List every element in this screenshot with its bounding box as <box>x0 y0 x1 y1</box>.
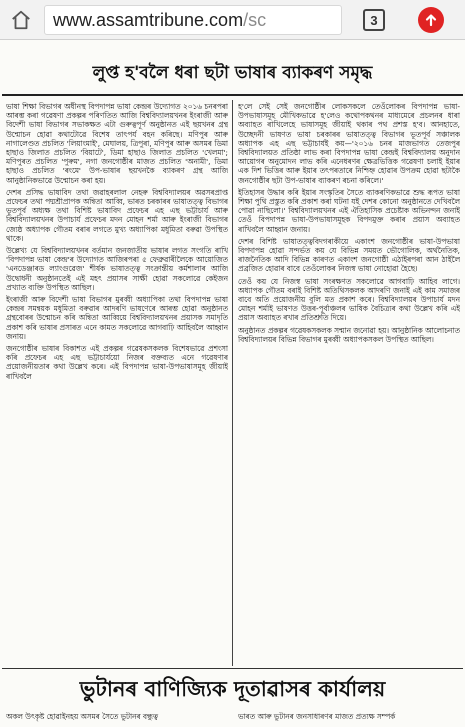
home-button[interactable] <box>8 7 34 33</box>
paragraph: উল্লেখ্য যে বিশ্ববিদ্যালয়খনৰ বৰ্তমান জনজাতীয় ভাষাৰ লগত সংগতি ৰাখি 'বিপদাপন্ন ভাষা কেন্দ্ৰ'ৰ উদ্যোগত আজিৰপৰা ৫ ফেব্ৰুৱাৰীলৈকে আয়োজিত 'এনডেঞ্জাৰড ল্যাংগুৱেজ' শীৰ্ষক ভাষাতত্ত্ব সংক্ৰান্তীয় কৰ্মশালাৰ আজি উদ্বোধনী অনুষ্ঠানতেই এই মহৎ প্ৰয়াসৰ সাক্ষী হোৱা সকলোৱে কেইজন প্ৰখ্যাত ব্যক্তি উপস্থিত আছিল। <box>6 246 228 292</box>
home-icon <box>10 9 32 31</box>
paragraph: ইংৰাজী আৰু বিদেশী ভাষা বিভাগৰ মুৰব্বী অধ্যাপিকা তথা বিপদাপন্ন ভাষা কেন্দ্ৰৰ সমন্বয়ক মধুমিতা বৰুৱাৰ আদৰণি ভাষণেৰে আৰম্ভ হোৱা অনুষ্ঠানত গ্ৰন্থবোৰৰ উন্মোচন কৰি অন্বিতা আব্বিয়ে বিশ্ববিদ্যালয়খনৰ প্ৰয়াসক সমাদৃতি প্ৰকাশ কৰি ভাষাৰ প্ৰসাৰত এনে কামত সকলোৱে আগবাঢ়ি আহিবলৈ আহ্বান জনায়। <box>6 295 228 341</box>
article-column-left <box>6 102 228 662</box>
arrow-up-icon <box>424 13 438 27</box>
upload-button[interactable] <box>418 7 444 33</box>
browser-toolbar <box>0 0 465 40</box>
column-divider <box>232 100 233 666</box>
url-domain: www.assamtribune.com <box>53 10 244 30</box>
paragraph: দেশৰ বিশিষ্ট ভাষাতত্ত্ববিদগৰাকীয়ে একাংশ জনগোষ্ঠীৰ ভাষা-উপভাষা বিপদাপন্ন হোৱা সন্দৰ্ভত কয় যে বিভিন্ন সময়ত ভৌগোলিক, অৰ্থনৈতিক, ৰাজনৈতিক আদি বিভিন্ন কাৰণত একাংশ জনগোষ্ঠী এঠাইৰপৰা আন ঠাইলৈ প্ৰব্ৰজিত হোৱাৰ বাবে তেওঁলোকৰ নিজস্ব ভাষা নোহোৱা হৈছে। <box>238 236 460 274</box>
url-path: /sc <box>243 10 267 30</box>
paragraph: তেওঁ কয় যে নিজস্ব ভাষা সংৰক্ষণত সকলোৱে আগবাঢ়ি আহিব লাগে। অধ্যাপক গৌতম বৰাই বিশিষ্ট অতিথিসকলক আদৰণি জনাই এই কাম সমাজৰ বাবে অতি প্ৰয়োজনীয় বুলি মত প্ৰকাশ কৰে। বিশ্ববিদ্যালয়ৰ উপাচাৰ্য মদন মোহন শৰ্মাই ভাষণত উত্তৰ-পূৰ্বাঞ্চলৰ ভাষিক বৈচিত্ৰ্যৰ কথা উল্লেখ কৰি এই প্ৰয়াস অব্যাহত ৰখাৰ প্ৰতিশ্ৰুতি দিয়ে। <box>238 276 460 323</box>
article-headline: লুপ্ত হ'বলৈ ধৰা ছটা ভাষাৰ ব্যাকৰণ সমৃদ্ধ <box>92 63 373 83</box>
tab-switcher-button[interactable]: 3 <box>363 9 385 31</box>
section-rule <box>2 668 463 669</box>
paragraph: হ'লে সেই সেই জনগোষ্ঠীৰ লোকসকলে তেওঁলোকৰ বিপদাপন্ন ভাষা-উপভাষাসমূহ মৌখিকভাৱে হ'লেও কথোপকথনৰ মাধ্যমেৰে প্ৰচলনৰ ধাৰা অব্যাহত ৰাখিলেহে ভাষাসমূহ জীয়াই থকাৰ পথ প্ৰশস্ত হ'ব। আনহাতে, উচ্ছেদনী ভাষণত ভাষা চৰকাৰৰ ভাষাতত্ত্ব বিভাগৰ ভূতপূৰ্ব সঞ্চালক অধ্যাপক এহ এছ ভট্টাচাৰ্যই কয়—'২০১৬ চনৰ মাজভাগত তেজপুৰ বিশ্ববিদ্যালয়ত প্ৰতিষ্ঠা লাভ কৰা বিপদাপন্ন ভাষা কেন্দ্ৰই বিশ্ববিদ্যালয় অনুদান আয়োগৰ অনুমোদন লাভ কৰি এনেধৰণৰ ক্ষেত্ৰভিত্তিক গৱেষণা চলাই ইয়াৰ এক দিশ ভিত্তিৰ আৰু ইয়াৰ তৎপৰতাৰে নিশ্চিহ্ন হোৱাৰ উপক্ৰম হোৱা ছটাকৈ জনগোষ্ঠীৰ ছটা উপ-ভাষাৰ ব্যাকৰণ ৰচনা কৰিলে।' <box>238 102 460 185</box>
address-bar[interactable] <box>44 5 342 35</box>
newspaper-clipping <box>0 40 465 727</box>
url-text <box>53 10 266 31</box>
next-article-headline: ভুটানৰ বাণিজ্যিক দূতাৱাসৰ কাৰ্যালয় <box>79 677 386 701</box>
next-article-text-right: ভাৰত আৰু ভুটানৰ জনসাধাৰণৰ মাজত প্ৰত্যক্ষ সম্পৰ্ক <box>238 712 396 721</box>
paragraph: অনুষ্ঠানত প্ৰকল্পৰ গৱেষকসকলক সন্মান জনোৱা হয়। আনুষ্ঠানিক আলোচনাত বিশ্ববিদ্যালয়ৰ বিভিন্ন বিভাগৰ মুৰব্বী অধ্যাপকসকল উপস্থিত আছিল। <box>238 325 460 344</box>
paragraph: জনগোষ্ঠীৰ ভাষাৰ বিকাশত এই প্ৰকল্পৰ গৱেষকসকলক বিশেষভাৱে প্ৰশংসা কৰি প্ৰফেচৰ এহ এছ ভট্টাচাৰ্যয়ো নিজৰ বক্তব্যত এনে গৱেষণাৰ প্ৰয়োজনীয়তাৰ কথা উল্লেখ কৰে। এই বিপদাপন্ন ভাষা-উপভাষাসমূহ জীয়াই ৰাখিবলৈ <box>6 344 228 381</box>
paragraph: ভাষা শিক্ষা বিভাগৰ অধীনস্থ বিপদাপন্ন ভাষা কেন্দ্ৰৰ উদ্যোগত ২০১৬ চনৰপৰা আৰম্ভ কৰা গৱেষণা প্ৰকল্পৰ পৰিণতিত আজি বিশ্ববিদ্যালয়খনৰ ইংৰাজী আৰু বিদেশী ভাষা বিভাগৰ সভাকক্ষত এটা গুৰুত্বপূৰ্ণ অনুষ্ঠানত এই ছয়খনৰ গ্ৰন্থ উন্মোচন হোৱা কথাটোৱে বিশেষ তাৎপৰ্য বহন কৰিছে। মণিপুৰ আৰু নাগালেণ্ডত প্ৰচলিত 'লিয়াংমাই', মেঘালয়, ত্ৰিপুৰা, মণিপুৰ আৰু অসমৰ ডিমা হাছাও জিলাত প্ৰচলিত 'বিয়াটে', ডিমা হাছাও জিলাত প্ৰচলিত 'খেলমা'; মণিপুৰত প্ৰচলিত 'পুৰুম', নগা জনগোষ্ঠীৰ মাজত প্ৰচলিত 'অনামী', ডিমা হাছাও প্ৰচলিত 'ৰংমে' উপ-ভাষাৰ ছয়খনকৈ ব্যাকৰণ গ্ৰন্থ আজি আনুষ্ঠানিকভাৱে উন্মোচন কৰা হয়। <box>6 102 228 185</box>
paragraph: দেশৰ প্ৰসিদ্ধ ভাষাবিদ তথা জৱাহৰলাল নেহৰু বিশ্ববিদ্যালয়ৰ অৱসৰপ্ৰাপ্ত প্ৰফেচৰ তথা পদ্মশ্ৰীপ্ৰাপক অন্বিতা আব্বি, ভাৰত চৰকাৰৰ ভাষাতত্ত্ব বিভাগৰ ভূতপূৰ্ব অধ্যক্ষ তথা বিশিষ্ট ভাষাবিদ প্ৰফেচৰ এহ এছ ভট্টাচাৰ্য আৰু বিশ্ববিদ্যালয়খনৰ উপাচাৰ্য প্ৰফেচৰ মদন মোহন শৰ্মা আৰু ইংৰাজী বিভাগৰ জ্যেষ্ঠ অধ্যাপক গৌতম বৰাৰ লগতে মুখ্য অধ্যাপিকা মধুমিতা বৰুৱা উপস্থিত থাকে। <box>6 187 228 243</box>
next-article-text-left: অকল উৎকৃষ্ট হোৱাইনহয় অসমৰ সৈতে ভুটানৰ বন্ধুত্ব <box>6 712 158 721</box>
paragraph: ইতিহাসৰ উদ্ধাৰ কৰি ইয়াৰ সংস্কৃতিৰ সৈতে ব্যাকৰণিকভাৱে শুদ্ধ ৰূপত ভাষা শিক্ষা পুথি প্ৰস্তুত কৰি প্ৰকাশ কৰা ঘটনা যই দেশৰ কোনো অনুষ্ঠানতে দেখিবলৈ পোৱা নাছিলো।' বিশ্ববিদ্যালয়খনৰ এই ঐতিহাসিক প্ৰচেষ্টাক অভিনন্দন জনাই তেওঁ বিপদাপন্ন ভাষা-উপভাষাসমূহক বিপদমুক্ত কৰাৰ প্ৰয়াস অব্যাহত ৰাখিবলৈ আহ্বান জনায়। <box>238 187 460 234</box>
headline-rule <box>2 94 463 96</box>
article-column-right <box>238 102 460 662</box>
